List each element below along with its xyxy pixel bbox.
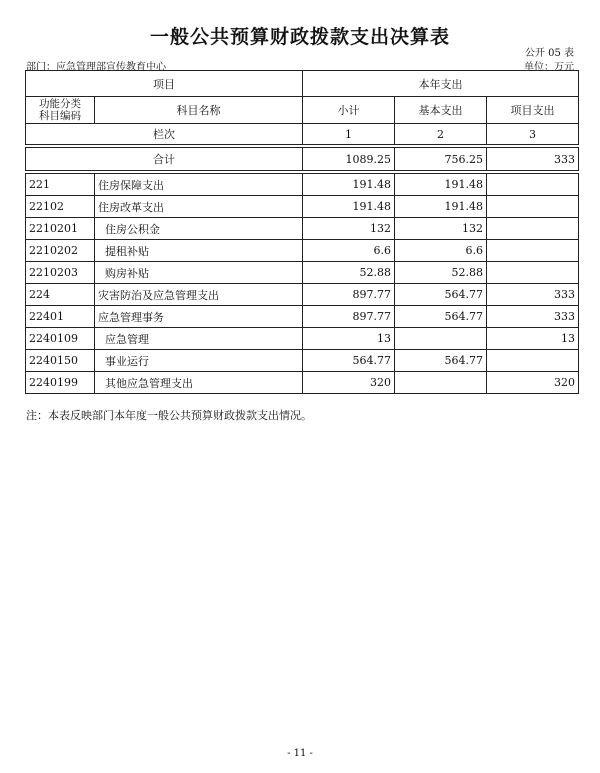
header-row-2: [26, 97, 579, 124]
row-code: 22102: [26, 196, 95, 218]
table-row: [26, 196, 579, 218]
row-subject-name: 应急管理事务: [95, 306, 303, 328]
row-project: [487, 196, 579, 218]
row-project: [487, 262, 579, 284]
row-project: 333: [487, 284, 579, 306]
row-code: 2240199: [26, 372, 95, 394]
row-project: 320: [487, 372, 579, 394]
row-subtotal: 191.48: [303, 174, 395, 196]
header-item: 项目: [26, 71, 303, 97]
row-code: 22401: [26, 306, 95, 328]
row-subject-name: 购房补贴: [95, 262, 303, 284]
row-subtotal: 564.77: [303, 350, 395, 372]
table-row: [26, 174, 579, 196]
expenditure-table: [25, 70, 579, 394]
row-basic: 191.48: [395, 174, 487, 196]
table-row: [26, 284, 579, 306]
row-subject-name: 提租补贴: [95, 240, 303, 262]
row-subject-name: 应急管理: [95, 328, 303, 350]
row-basic: 564.77: [395, 350, 487, 372]
header-project: 项目支出: [487, 97, 579, 124]
row-code: 224: [26, 284, 95, 306]
row-subtotal: 132: [303, 218, 395, 240]
footnote: 注：本表反映部门本年度一般公共预算财政拨款支出情况。: [26, 409, 312, 422]
row-project: [487, 218, 579, 240]
header-subtotal: 小计: [303, 97, 395, 124]
row-code: 221: [26, 174, 95, 196]
row-basic: [395, 372, 487, 394]
row-subject-name: 灾害防治及应急管理支出: [95, 284, 303, 306]
table-row: [26, 372, 579, 394]
header-current-year: 本年支出: [303, 71, 579, 97]
department-label: 部门：应急管理部宣传教育中心: [26, 62, 166, 73]
column-number-1: 1: [303, 124, 395, 145]
row-basic: 132: [395, 218, 487, 240]
table-row: [26, 306, 579, 328]
row-code: 2210201: [26, 218, 95, 240]
row-basic: 6.6: [395, 240, 487, 262]
total-row: [26, 148, 579, 171]
row-subtotal: 52.88: [303, 262, 395, 284]
row-code: 2210202: [26, 240, 95, 262]
column-number-3: 3: [487, 124, 579, 145]
row-basic: 191.48: [395, 196, 487, 218]
total-project: 333: [487, 148, 579, 171]
header-code-line1: 功能分类: [39, 98, 81, 110]
row-subtotal: 320: [303, 372, 395, 394]
header-code-line2: 科目编码: [39, 110, 81, 122]
total-label: 合计: [26, 148, 303, 171]
table-row: [26, 262, 579, 284]
row-project: [487, 240, 579, 262]
row-code: 2240109: [26, 328, 95, 350]
row-basic: [395, 328, 487, 350]
row-subject-name: 事业运行: [95, 350, 303, 372]
page-title: 一般公共预算财政拨款支出决算表: [149, 26, 450, 48]
row-subject-name: 其他应急管理支出: [95, 372, 303, 394]
header-row-1: [26, 71, 579, 97]
row-subtotal: 13: [303, 328, 395, 350]
table-row: [26, 218, 579, 240]
row-code: 2210203: [26, 262, 95, 284]
total-basic: 756.25: [395, 148, 487, 171]
row-subject-name: 住房公积金: [95, 218, 303, 240]
row-subject-name: 住房改革支出: [95, 196, 303, 218]
table-row: [26, 350, 579, 372]
row-subtotal: 6.6: [303, 240, 395, 262]
row-project: [487, 350, 579, 372]
row-project: [487, 174, 579, 196]
row-project: 333: [487, 306, 579, 328]
column-number-2: 2: [395, 124, 487, 145]
column-number-row: [26, 124, 579, 145]
header-subject-name: 科目名称: [95, 97, 303, 124]
table-row: [26, 328, 579, 350]
row-subject-name: 住房保障支出: [95, 174, 303, 196]
header-code: [26, 97, 95, 124]
column-label: 栏次: [26, 124, 303, 145]
row-project: 13: [487, 328, 579, 350]
table-number: 公开 05 表: [524, 48, 574, 59]
row-basic: 564.77: [395, 284, 487, 306]
row-subtotal: 191.48: [303, 196, 395, 218]
row-subtotal: 897.77: [303, 284, 395, 306]
header-basic: 基本支出: [395, 97, 487, 124]
row-basic: 52.88: [395, 262, 487, 284]
unit-label: 单位：万元: [524, 62, 574, 73]
row-subtotal: 897.77: [303, 306, 395, 328]
page-number: - 11 -: [287, 748, 313, 759]
row-code: 2240150: [26, 350, 95, 372]
row-basic: 564.77: [395, 306, 487, 328]
total-subtotal: 1089.25: [303, 148, 395, 171]
table-row: [26, 240, 579, 262]
